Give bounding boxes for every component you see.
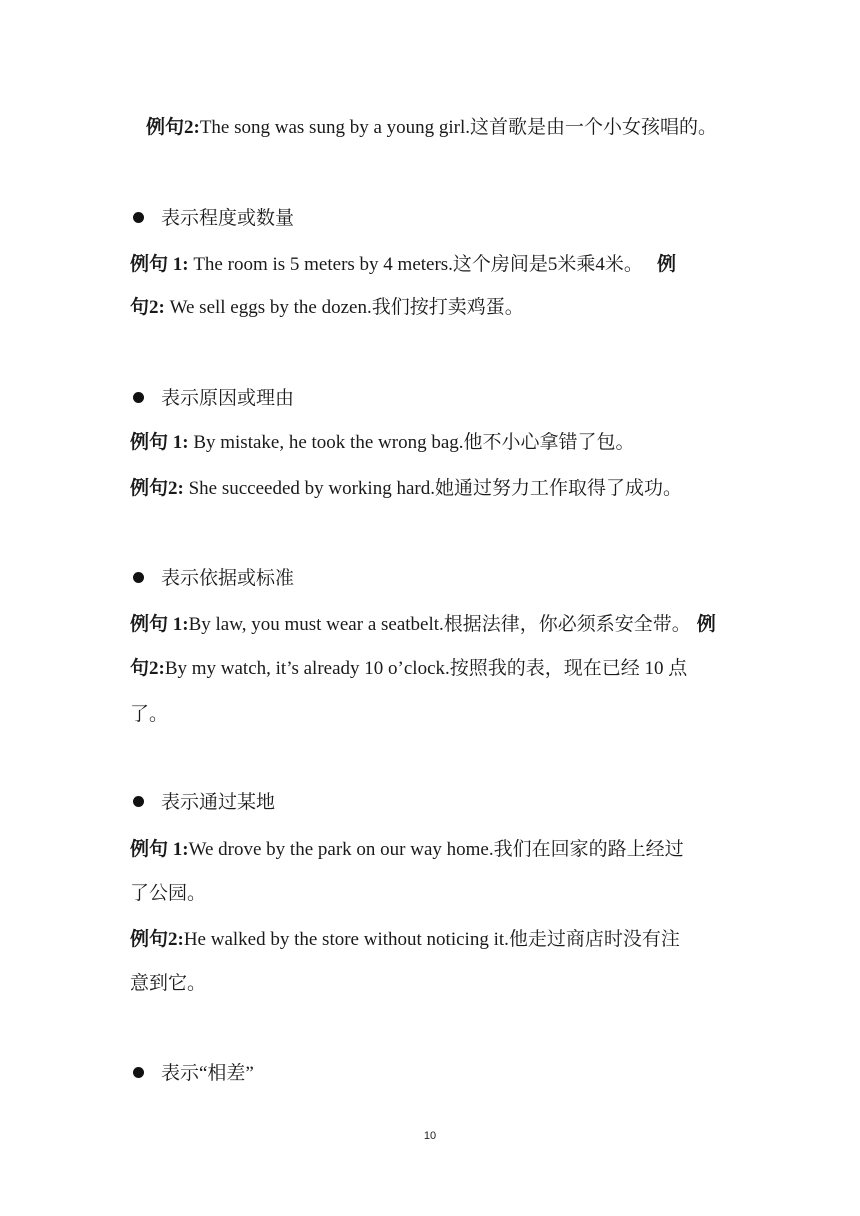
- section-heading-degree: [133, 207, 294, 231]
- heading-text: 表示通过某地: [161, 792, 276, 813]
- example-line: [130, 296, 750, 320]
- bullet-icon: [133, 796, 144, 807]
- example-line: [130, 928, 750, 952]
- example-text: By my watch, it’s already 10 o’clock.按照我的表，现在已经 10 点: [164, 658, 688, 679]
- example-text: She succeeded by working hard.她通过努力工作取得了成功。: [188, 478, 682, 499]
- example-line: [130, 657, 750, 681]
- bullet-icon: [133, 392, 144, 403]
- example-label: 例句2:: [130, 929, 184, 950]
- example-text: By law, you must wear a seatbelt.根据法律，你必须系安全带。: [188, 614, 691, 635]
- example-line: [130, 431, 750, 455]
- heading-text: 表示程度或数量: [161, 208, 295, 229]
- example-text: The room is 5 meters by 4 meters.这个房间是5米乘4米。: [193, 254, 643, 275]
- example-line: [146, 116, 766, 140]
- example-label: 句2:: [130, 297, 165, 318]
- example-text: 了。: [130, 704, 169, 725]
- example-line-continuation: [130, 972, 750, 996]
- page-number: 10: [423, 1130, 437, 1142]
- example-text: The song was sung by a young girl.这首歌是由一个小女孩唱的。: [199, 117, 718, 138]
- example-text: 了公园。: [130, 883, 207, 904]
- example-label: 句2:: [130, 658, 165, 679]
- example-label: 例句2:: [146, 117, 200, 138]
- example-text: By mistake, he took the wrong bag.他不小心拿错了包。: [193, 432, 635, 453]
- example-text: He walked by the store without noticing it.他走过商店时没有注: [183, 929, 680, 950]
- example-text: We sell eggs by the dozen.我们按打卖鸡蛋。: [169, 297, 524, 318]
- heading-text: 表示依据或标准: [161, 568, 295, 589]
- example-text: 意到它。: [130, 973, 207, 994]
- bullet-icon: [133, 572, 144, 583]
- heading-text: 表示“相差”: [161, 1063, 254, 1084]
- example-line: [130, 477, 750, 501]
- example-label: 例句2:: [130, 478, 184, 499]
- example-line: [130, 253, 750, 277]
- example-line-continuation: [130, 882, 750, 906]
- bullet-icon: [133, 212, 144, 223]
- section-heading-difference: [133, 1062, 254, 1086]
- section-heading-standard: [133, 567, 294, 591]
- example-line: [130, 838, 750, 862]
- example-line: [130, 613, 750, 637]
- example-label-tail: 例: [696, 614, 716, 635]
- example-label: 例句 1:: [130, 254, 189, 275]
- section-heading-place: [133, 791, 275, 815]
- heading-text: 表示原因或理由: [161, 388, 295, 409]
- bullet-icon: [133, 1067, 144, 1078]
- example-label: 例句 1:: [130, 614, 189, 635]
- example-label: 例句 1:: [130, 432, 189, 453]
- example-label: 例句 1:: [130, 839, 189, 860]
- example-label-tail: 例: [656, 254, 676, 275]
- section-heading-reason: [133, 387, 294, 411]
- example-line-continuation: [130, 703, 750, 727]
- example-text: We drove by the park on our way home.我们在回家的路上经过: [188, 839, 684, 860]
